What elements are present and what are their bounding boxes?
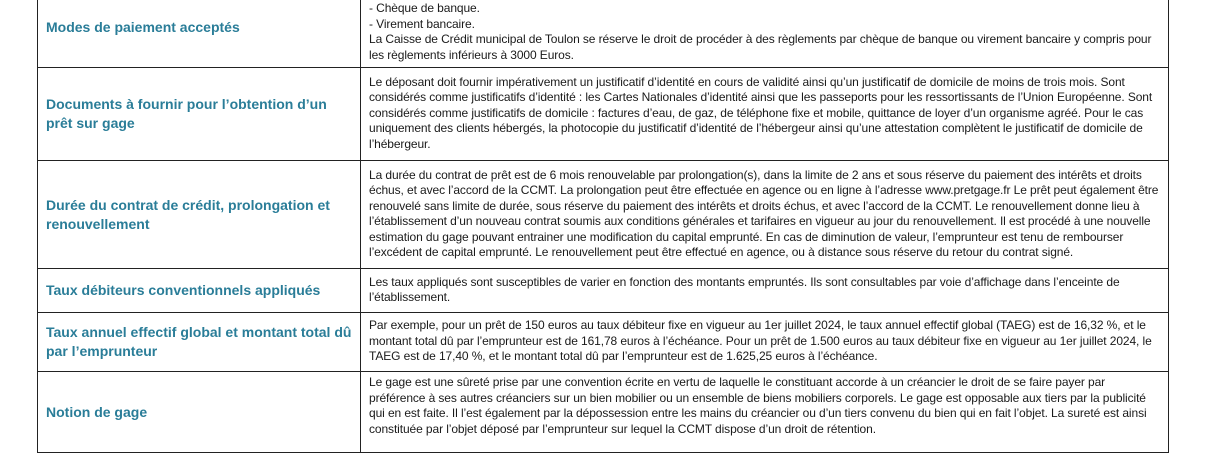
row-heading-documents: Documents à fournir pour l’obtention d’un prêt sur gage <box>38 68 361 161</box>
table-row <box>38 161 1169 269</box>
table-row <box>38 269 1169 313</box>
row-description-contract-duration: La durée du contrat de prêt est de 6 mois renouvelable par prolongation(s), dans la limite de 2 ans et sous réserve du paiement des intérêts et droits échus, et avec l’accord de la CCMT. La prolongation peut être effectuée en agence ou en ligne à l’adresse www.pretgage.fr Le prêt peut également être renouvelé sans limite de durée, sous réserve du paiement des intérêts et droits échus, et avec l’accord de la CCMT. Le renouvellement donne lieu à l’établissement d’un nouveau contrat soumis aux conditions générales et tarifaires en vigueur au jour du renouvellement. Il est procédé à une nouvelle estimation du gage pouvant entrainer une modification du capital emprunté. En cas de diminution de valeur, l’emprunteur est tenu de rembourser l’excédent de capital emprunté. Le renouvellement peut être effectué en agence, ou à distance sous réserve du retour du contrat signé. <box>361 161 1169 269</box>
table-row <box>38 0 1169 68</box>
row-heading-payment-modes: Modes de paiement acceptés <box>38 0 361 68</box>
row-heading-debit-rates: Taux débiteurs conventionnels appliqués <box>38 269 361 313</box>
row-description-pledge: Le gage est une sûreté prise par une convention écrite en vertu de laquelle le constituant accorde à un créancier le droit de se faire payer par préférence à ses autres créanciers sur un bien mobilier ou un ensemble de biens mobiliers corporels. Le gage est opposable aux tiers par la publicité qui en est faite. Il l’est également par la dépossession entre les mains du créancier ou d’un tiers convenu du bien qui en fait l’objet. La sureté est ainsi constituée par l’objet déposé par l’emprunteur sur lequel la CCMT dispose d’un droit de rétention. <box>361 372 1169 453</box>
payment-mode-line: - Chèque de banque. <box>369 1 480 15</box>
table-row <box>38 313 1169 372</box>
table-row <box>38 68 1169 161</box>
row-heading-taeg: Taux annuel effectif global et montant total dû par l’emprunteur <box>38 313 361 372</box>
payment-mode-note: La Caisse de Crédit municipal de Toulon se réserve le droit de procéder à des règlements par chèque de banque ou virement bancaire y compris pour les règlements inférieurs à 3000 Euros. <box>369 32 1152 62</box>
row-heading-pledge: Notion de gage <box>38 372 361 453</box>
row-description-debit-rates: Les taux appliqués sont susceptibles de varier en fonction des montants empruntés. Ils sont consultables par voie d’affichage dans l’enceinte de l’établissement. <box>361 269 1169 313</box>
terms-table <box>37 0 1169 453</box>
row-heading-contract-duration: Durée du contrat de crédit, prolongation et renouvellement <box>38 161 361 269</box>
row-description-payment-modes <box>361 0 1169 68</box>
payment-mode-line: - Virement bancaire. <box>369 16 475 31</box>
row-description-taeg: Par exemple, pour un prêt de 150 euros au taux débiteur fixe en vigueur au 1er juillet 2024, le taux annuel effectif global (TAEG) est de 16,32 %, et le montant total dû par l’emprunteur est de 161,78 euros à l’échéance. Pour un prêt de 1.500 euros au taux débiteur fixe en vigueur au 1er juillet 2024, le TAEG est de 17,40 %, et le montant total dû par l’emprunteur est de 1.625,25 euros à l’échéance. <box>361 313 1169 372</box>
row-description-documents: Le déposant doit fournir impérativement un justificatif d’identité en cours de validité ainsi qu’un justificatif de domicile de moins de trois mois. Sont considérés comme justificatifs d’identité : les Cartes Nationales d’identité ainsi que les passeports pour les ressortissants de l’Union Européenne. Sont considérés comme justificatifs de domicile : factures d’eau, de gaz, de téléphone fixe et mobile, quittance de loyer d’un organisme agréé. Pour le cas uniquement des clients hébergés, la photocopie du justificatif d’identité de l’hébergeur ainsi qu’une attestation complètent le justificatif de domicile de l’hébergeur. <box>361 68 1169 161</box>
table-row <box>38 372 1169 453</box>
